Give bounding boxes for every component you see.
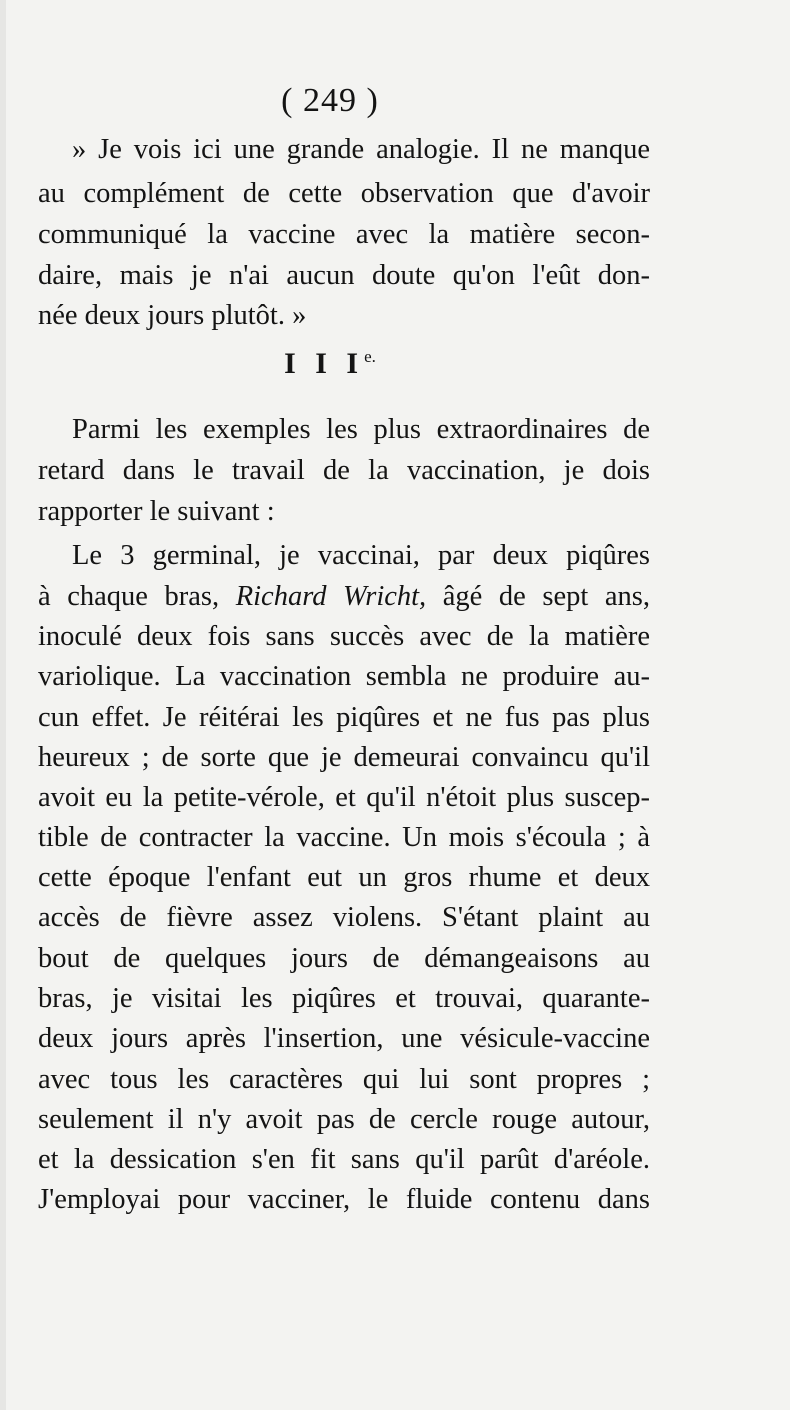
text-line: daire, mais je n'ai aucun doute qu'on l'eût don- bbox=[38, 260, 650, 291]
text-line: cette époque l'enfant eut un gros rhume et deux bbox=[38, 862, 650, 893]
text-line: bout de quelques jours de démangeaisons au bbox=[38, 943, 650, 974]
text-line: avec tous les caractères qui lui sont propres ; bbox=[38, 1064, 650, 1095]
text-line: rapporter le suivant : bbox=[38, 496, 275, 527]
page-number: ( 249 ) bbox=[281, 82, 379, 119]
text-line: communiqué la vaccine avec la matière secon- bbox=[38, 219, 650, 250]
text-line: » Je vois ici une grande analogie. Il ne manque bbox=[72, 134, 650, 165]
text-line: deux jours après l'insertion, une vésicule-vaccine bbox=[38, 1023, 650, 1054]
text-line-with-name bbox=[38, 577, 650, 617]
page-left-edge bbox=[0, 0, 6, 1410]
text-line: retard dans le travail de la vaccination, je dois bbox=[38, 455, 650, 486]
text-line: variolique. La vaccination sembla ne produire au- bbox=[38, 661, 650, 692]
section-numeral-suffix: e. bbox=[364, 347, 376, 366]
text-line: cun effet. Je réitérai les piqûres et ne fus pas plus bbox=[38, 702, 650, 733]
text-line: Parmi les exemples les plus extraordinaires de bbox=[72, 414, 650, 445]
text-segment: à chaque bras, bbox=[38, 581, 220, 612]
section-numeral: I I I bbox=[284, 347, 365, 380]
text-line: née deux jours plutôt. » bbox=[38, 300, 307, 331]
text-line: accès de fièvre assez violens. S'étant plaint au bbox=[38, 902, 650, 933]
text-line: seulement il n'y avoit pas de cercle rouge autour, bbox=[38, 1104, 650, 1135]
text-line: au complément de cette observation que d'avoir bbox=[38, 178, 650, 209]
text-line: heureux ; de sorte que je demeurai convaincu qu'il bbox=[38, 742, 650, 773]
person-name: Richard Wricht, bbox=[235, 581, 427, 612]
text-line: inoculé deux fois sans succès avec de la matière bbox=[38, 621, 650, 652]
section-heading bbox=[250, 347, 410, 381]
text-line: tible de contracter la vaccine. Un mois s'écoula ; à bbox=[38, 822, 650, 853]
text-line: et la dessication s'en fit sans qu'il parût d'aréole. bbox=[38, 1144, 650, 1175]
page-right-edge bbox=[790, 0, 800, 1410]
text-line: bras, je visitai les piqûres et trouvai, quarante- bbox=[38, 983, 650, 1014]
text-line: avoit eu la petite-vérole, et qu'il n'étoit plus suscep- bbox=[38, 782, 650, 813]
text-segment: âgé de sept ans, bbox=[442, 581, 651, 612]
text-line: J'employai pour vacciner, le fluide contenu dans bbox=[38, 1184, 650, 1215]
text-line: Le 3 germinal, je vaccinai, par deux piqûres bbox=[72, 540, 650, 571]
